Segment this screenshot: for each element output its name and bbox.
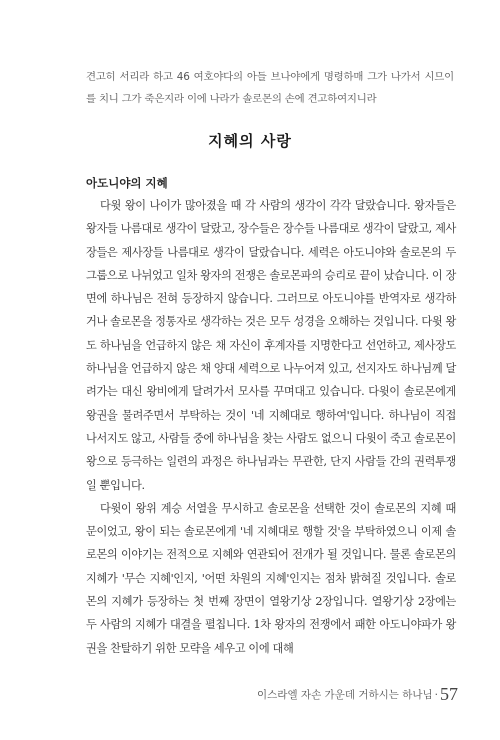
chapter-title: 지혜의 사랑 [208,132,292,150]
section-heading: 아도니야의 지혜 [86,176,168,190]
body-text [86,194,456,660]
paragraph: 다윗 왕이 나이가 많아졌을 때 각 사람의 생각이 각각 달랐습니다. 왕자들은 왕자들 나름대로 생각이 달랐고, 장수들은 장수들 나름대로 생각이 달랐고, 제사장들은 제사장들 나름대로 생각이 달랐습니다. 세력은 아도니야와 솔로몬의 두 그룹으로 나뉘었고 일차 왕자의 전쟁은 솔로몬파의 승리로 끝이 났습니다. 이 장면에 하나님은 전혀 등장하지 않습니다. 그러므로 아도니야를 반역자로 생각하거나 솔로몬을 정통자로 생각하는 것은 모두 성경을 오해하는 것입니다. 다윗 왕도 하나님을 언급하지 않은 채 자신이 후계자를 지명한다고 선언하고, 제사장도 하나님을 언급하지 않은 채 양대 세력으로 나누어져 있고, 선지자도 하나님께 달려가는 대신 왕비에게 달려가서 모사를 꾸며대고 있습니다. 다윗이 솔로몬에게 왕권을 물려주면서 부탁하는 것이 '네 지혜대로 행하여'입니다. 하나님이 직접 나서지도 않고, 사람들 중에 하나님을 찾는 사람도 없으니 다윗이 죽고 솔로몬이 왕으로 등극하는 일련의 과정은 하나님과는 무관한, 단지 사람들 간의 권력투쟁일 뿐입니다. [86,199,456,492]
page-footer [257,684,458,705]
footer-separator: · [434,689,438,701]
running-title: 이스라엘 자손 가운데 거하시는 하나님 [257,689,433,701]
epigraph-scripture: 견고히 서리라 하고 46 여호야다의 아들 브나야에게 명령하매 그가 나가서 시므이를 치니 그가 죽은지라 이에 나라가 솔로몬의 손에 견고하여지니라 [86,71,454,105]
page-number: 57 [440,684,458,704]
paragraph: 다윗이 왕위 계승 서열을 무시하고 솔로몬을 선택한 것이 솔로몬의 지혜 때문이었고, 왕이 되는 솔로몬에게 '네 지혜대로 행할 것'을 부탁하였으니 이제 솔로몬의 이야기는 전적으로 지혜와 연관되어 전개가 될 것입니다. 물론 솔로몬의 지혜가 '무슨 지혜'인지, '어떤 차원의 지혜'인지는 점차 밝혀질 것입니다. 솔로몬의 지혜가 등장하는 첫 번째 장면이 열왕기상 2장입니다. 열왕기상 2장에는 두 사람의 지혜가 대결을 펼칩니다. 1차 왕자의 전쟁에서 패한 아도니야파가 왕권을 찬탈하기 위한 모략을 세우고 이에 대해 [86,501,456,655]
